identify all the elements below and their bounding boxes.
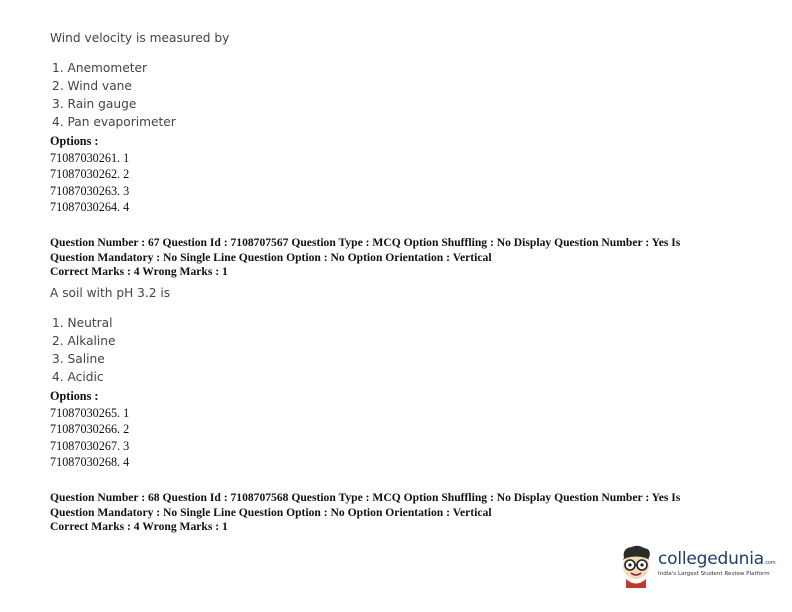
choice-item: 4. Acidic: [52, 370, 104, 384]
choice-item: 1. Neutral: [52, 316, 113, 330]
options-block: [50, 133, 129, 216]
options-block: [50, 388, 129, 471]
question-meta: [50, 236, 750, 280]
option-id: 71087030265. 1: [50, 405, 130, 420]
question-meta-line: Question Mandatory : No Single Line Question Option : No Option Orientation : Vertical: [50, 250, 492, 264]
logo-wordmark: collegedunia.com: [658, 549, 776, 569]
choice-item: 1. Anemometer: [52, 61, 148, 75]
question-meta: [50, 491, 750, 535]
question-meta-line: Question Number : 68 Question Id : 7108707568 Question Type : MCQ Option Shuffling : No Display Question Number : Yes Is: [50, 491, 681, 504]
options-heading: Options :: [50, 134, 99, 148]
option-id: 71087030264. 4: [50, 200, 130, 214]
option-id: 71087030261. 1: [50, 150, 130, 165]
option-id: 71087030268. 4: [50, 455, 130, 469]
choice-item: 4. Pan evaporimeter: [52, 115, 176, 129]
choice-list: [52, 59, 176, 131]
collegedunia-logo: [616, 544, 776, 590]
options-heading: Options :: [50, 389, 99, 403]
logo-tagline: India's Largest Student Review Platform: [658, 571, 770, 577]
option-id: 71087030263. 3: [50, 183, 130, 198]
option-id: 71087030262. 2: [50, 167, 130, 181]
marks-line: Correct Marks : 4 Wrong Marks : 1: [50, 520, 228, 533]
mascot-icon: [616, 544, 656, 588]
question-text: A soil with pH 3.2 is: [50, 286, 171, 300]
question-meta-line: Question Number : 67 Question Id : 7108707567 Question Type : MCQ Option Shuffling : No Display Question Number : Yes Is: [50, 236, 681, 249]
option-id: 71087030267. 3: [50, 438, 130, 453]
choice-item: 2. Wind vane: [52, 79, 132, 93]
choice-item: 3. Saline: [52, 352, 105, 366]
choice-item: 3. Rain gauge: [52, 97, 137, 111]
question-meta-line: Question Mandatory : No Single Line Question Option : No Option Orientation : Vertical: [50, 505, 492, 519]
question-text: Wind velocity is measured by: [50, 31, 230, 45]
option-id: 71087030266. 2: [50, 422, 130, 436]
choice-list: [52, 314, 116, 386]
choice-item: 2. Alkaline: [52, 334, 116, 348]
marks-line: Correct Marks : 4 Wrong Marks : 1: [50, 265, 228, 278]
